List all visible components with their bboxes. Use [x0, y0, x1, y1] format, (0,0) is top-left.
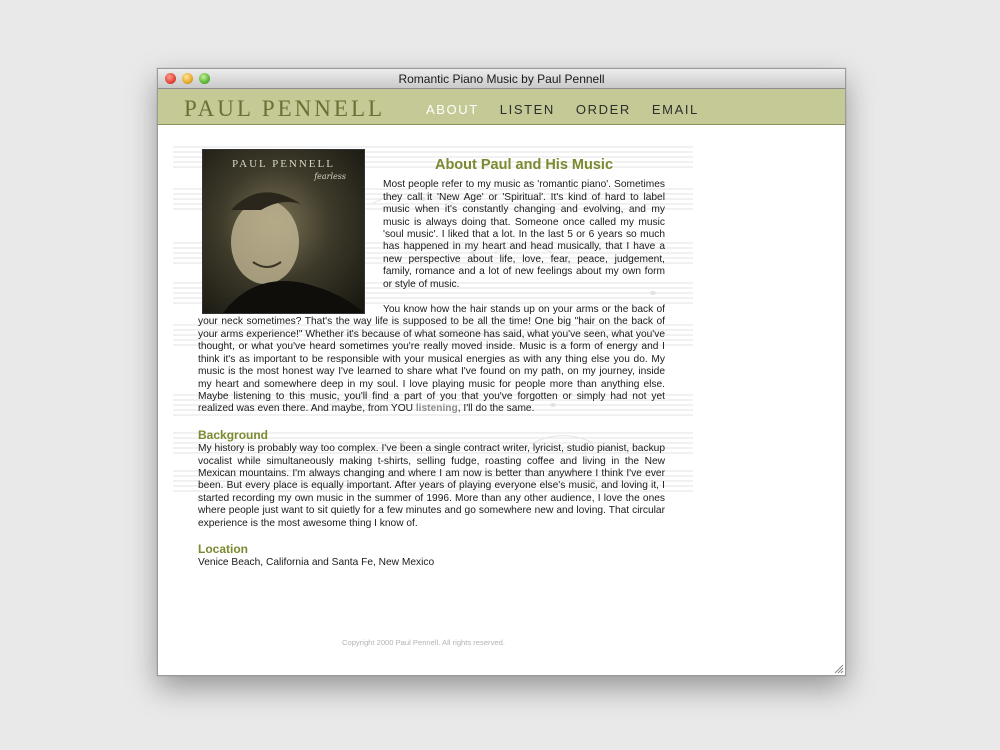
site-header: [158, 89, 845, 125]
background-paragraph: My history is probably way too complex. I've been a single contract writer, lyricist, studio pianist, backup vocalist while simultaneously making t-shirts, selling fudge, roasting coffee and living in the New Mexican mountains. I'm always changing and where I am now is better than anywhere I think I've ever been. But every place is equally important. After years of playing everyone else's music, and loving it, I started recording my own music in the summer of 1996. More than any other audience, I love the ones where people just want to sit quietly for a few minutes and go somewhere new and loving. That circular experience is the most awesome thing I know of.: [198, 443, 665, 529]
nav-listen[interactable]: LISTEN: [499, 102, 555, 117]
article: [198, 125, 665, 570]
second-paragraph-text: You know how the hair stands up on your arms or the back of your neck sometimes? That's the way life is supposed to be all the time! One big "hair on the back of your arms experience!" Whether it's because of what someone has said, what you've seen, what you've thought, or what you've heard sometimes you're really moved inside. Music is a form of energy and I think it's as important to be responsible with your musical energies as with any thing else you do. My music is the most honest way I've learned to share what I've found on my path, on my journey, inside my heart and somewhere deep in my soul. I love playing music for people more than anything else. Maybe listening to this music, you'll find a part of you that you've forgotten or simply had not yet realized was even there. And maybe, from YOU: [198, 304, 665, 415]
copyright-notice: Copyright 2000 Paul Pennell. All rights reserved.: [342, 638, 505, 647]
main-nav: [426, 102, 699, 117]
second-paragraph-end: , I'll do the same.: [457, 403, 535, 415]
location-text: Venice Beach, California and Santa Fe, New Mexico: [198, 557, 435, 569]
nav-email[interactable]: EMAIL: [651, 102, 699, 117]
second-paragraph: [198, 304, 665, 416]
intro-paragraph: Most people refer to my music as 'romantic piano'. Sometimes they call it 'New Age' or 'Spiritual'. It's kind of hard to label music when it's constantly changing and evolving, and my music is always doing that. Someone once called my music 'soul music'. I liked that a lot. In the last 5 or 6 years so much has happened in my heart and head musically, that I have a new perspective about life, love, fear, peace, judgement, family, romance and a lot of new feelings about my own form or style of music.: [383, 179, 665, 290]
nav-about[interactable]: ABOUT: [426, 102, 479, 117]
album-artist-name: PAUL PENNELL: [232, 158, 335, 170]
title-bar[interactable]: [158, 69, 845, 89]
background-heading: Background: [198, 427, 269, 442]
window-title: Romantic Piano Music by Paul Pennell: [398, 72, 605, 86]
page-content: [158, 125, 845, 675]
resize-grip-icon[interactable]: [834, 664, 844, 674]
page-title: About Paul and His Music: [434, 157, 614, 173]
album-title: fearless: [314, 172, 346, 181]
site-logo[interactable]: PAUL PENNELL: [184, 96, 386, 121]
browser-window: [157, 68, 846, 676]
nav-order[interactable]: ORDER: [575, 102, 631, 117]
location-heading: Location: [198, 541, 248, 556]
listening-link[interactable]: listening: [415, 403, 458, 415]
